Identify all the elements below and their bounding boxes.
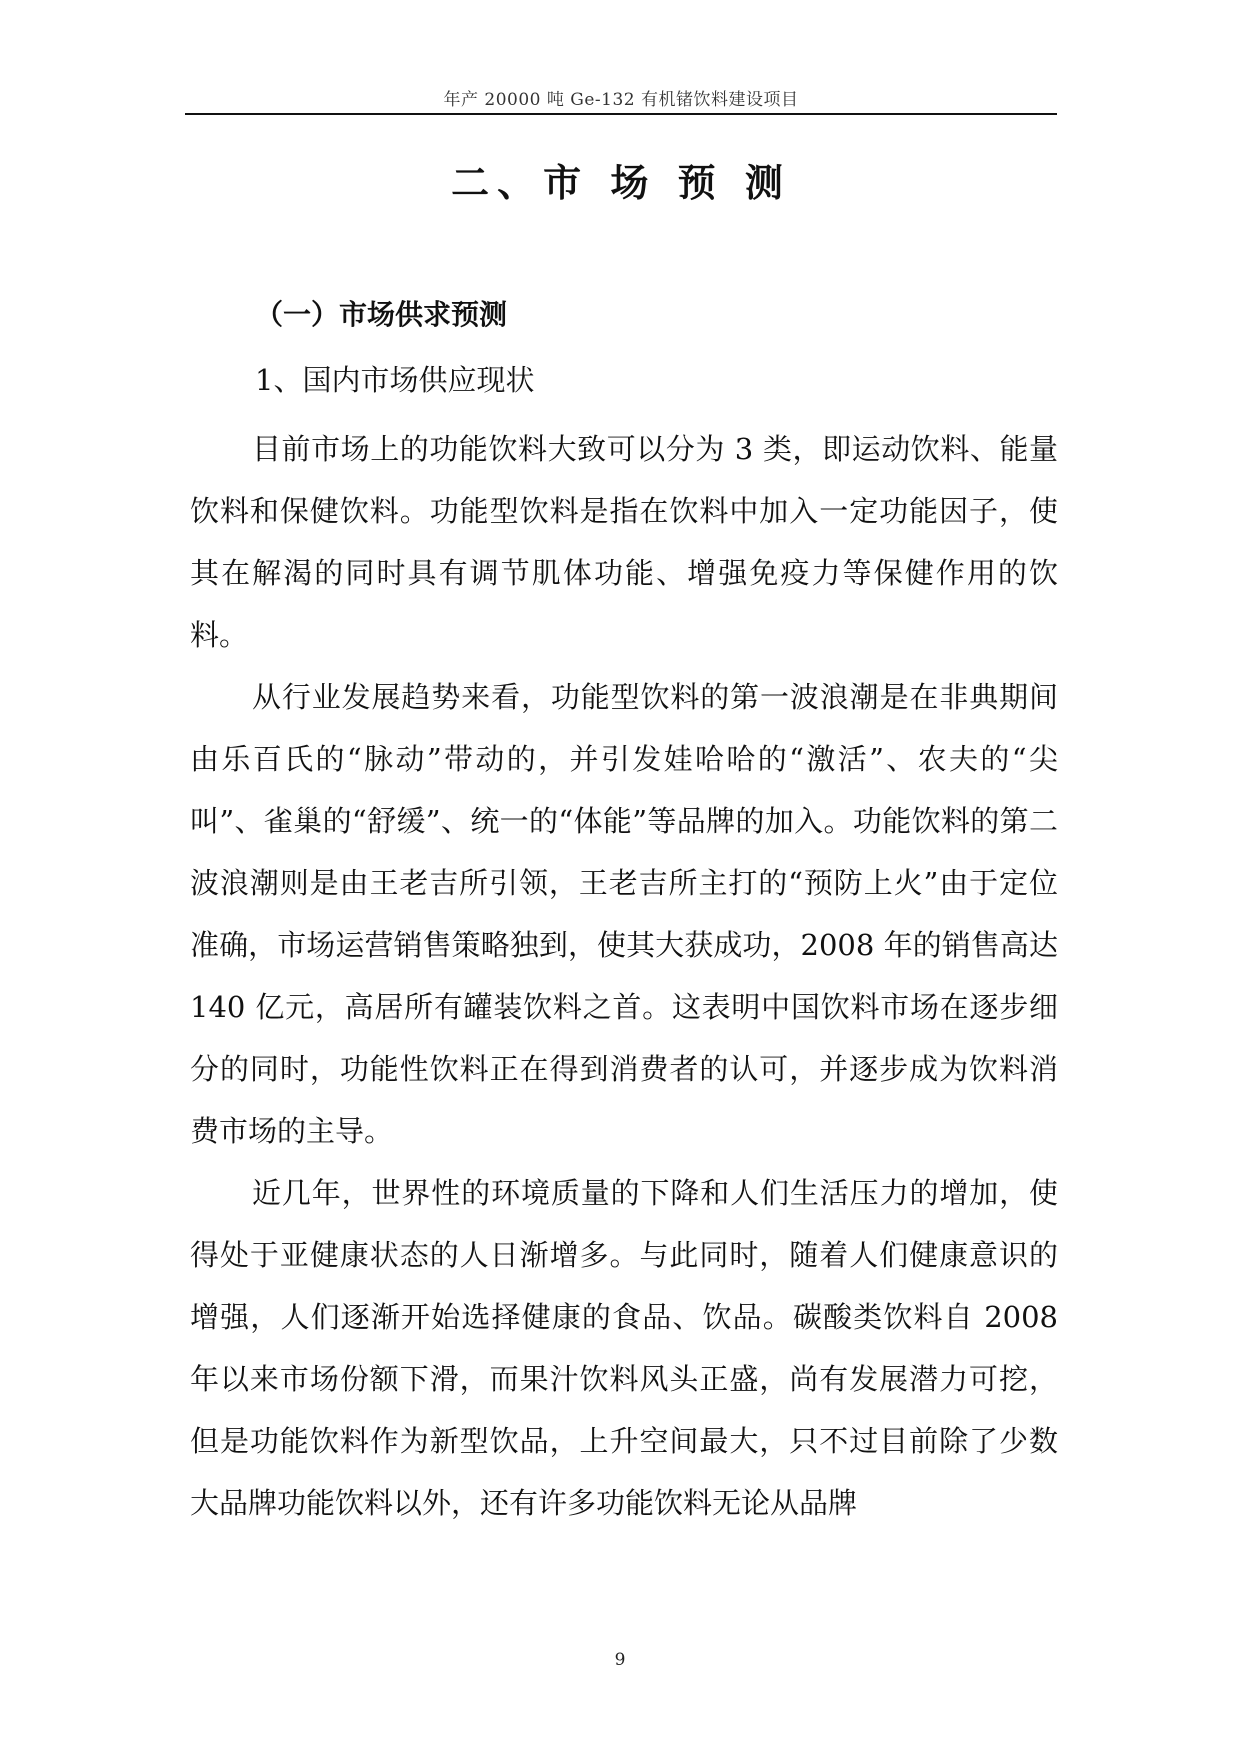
chapter-title: 二、市 场 预 测 (451, 161, 791, 205)
paragraph-functional-drinks: 目前市场上的功能饮料大致可以分为 3 类，即运动饮料、能量饮料和保健饮料。功能型饮料是指在饮料中加入一定功能因子，使其在解渴的同时具有调节肌体功能、增强免疫力等保健作用的饮料。 (190, 432, 1058, 652)
subsection-heading: 1、国内市场供应现状 (255, 363, 535, 397)
paragraph-health-awareness: 近几年，世界性的环境质量的下降和人们生活压力的增加，使得处于亚健康状态的人日渐增多。与此同时，随着人们健康意识的增强，人们逐渐开始选择健康的食品、饮品。碳酸类饮料自 2008 年以来市场份额下滑，而果汁饮料风头正盛，尚有发展潜力可挖，但是功能饮料作为新型饮品，上升空间最大，只不过目前除了少数大品牌功能饮料以外，还有许多功能饮料无论从品牌 (190, 1176, 1058, 1520)
page-number: 9 (614, 1650, 626, 1670)
body-text (190, 418, 1058, 1534)
running-header: 年产 20000 吨 Ge-132 有机锗饮料建设项目 (443, 90, 799, 110)
section-heading: （一）市场供求预测 (255, 298, 508, 331)
paragraph-industry-trend: 从行业发展趋势来看，功能型饮料的第一波浪潮是在非典期间由乐百氏的“脉动”带动的，并引发娃哈哈的“激活”、农夫的“尖叫”、雀巢的“舒缓”、统一的“体能”等品牌的加入。功能饮料的第二波浪潮则是由王老吉所引领，王老吉所主打的“预防上火”由于定位准确，市场运营销售策略独到，使其大获成功，2008 年的销售高达 140 亿元，高居所有罐装饮料之首。这表明中国饮料市场在逐步细分的同时，功能性饮料正在得到消费者的认可，并逐步成为饮料消费市场的主导。 (190, 680, 1058, 1148)
header-divider (185, 113, 1057, 115)
